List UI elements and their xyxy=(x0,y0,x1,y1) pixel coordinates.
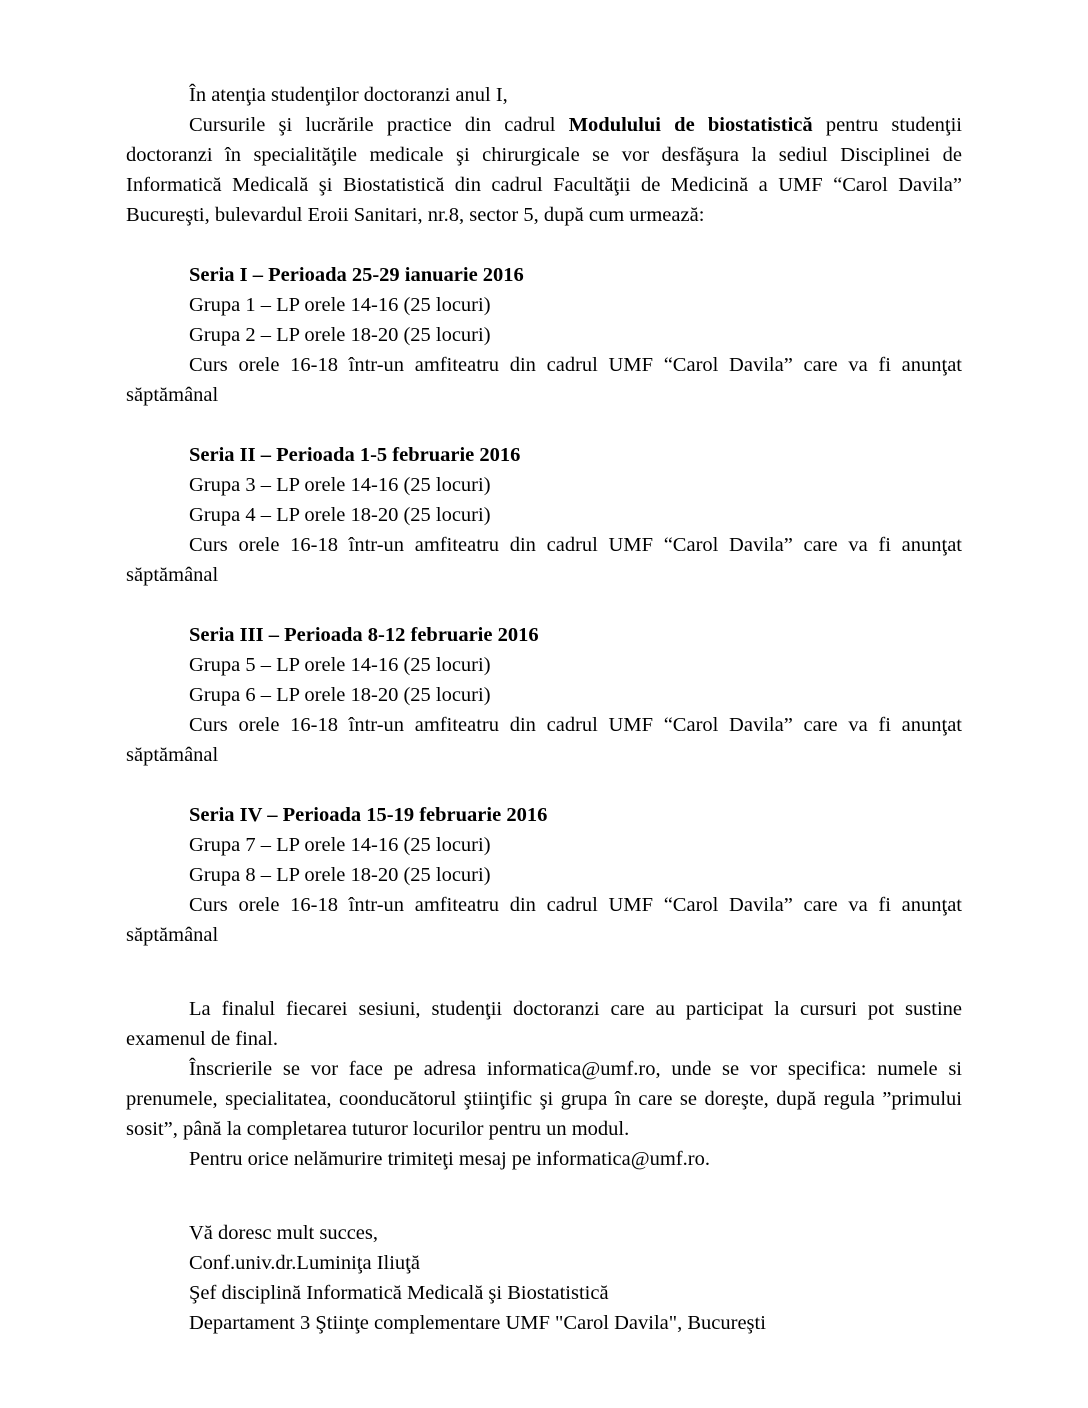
spacer xyxy=(126,1204,962,1218)
signature-line-1: Vă doresc mult succes, xyxy=(189,1222,378,1244)
series-1-group-2: Grupa 2 – LP orele 18-20 (25 locuri) xyxy=(189,324,491,346)
final-exam-paragraph: La finalul fiecarei sesiuni, studenţii doctoranzi care au participat la cursuri pot sustine examenul de final. xyxy=(126,998,962,1050)
spacer xyxy=(126,230,962,260)
document-body xyxy=(126,80,962,1338)
intro-paragraph xyxy=(126,110,962,230)
series-2-group-2: Grupa 4 – LP orele 18-20 (25 locuri) xyxy=(189,504,491,526)
spacer xyxy=(126,950,962,980)
intro-text-part2: pentru studenţii doctoranzi în specialităţile medicale şi chirurgicale se vor desfăşura la sediul Disciplinei de Informatică Medicală şi Biostatistică din cadrul Facultăţii de Medicină a UMF “Carol Davila” Bucureşti, bulevardul Eroii Sanitari, nr.8, sector 5, după cum urmează: xyxy=(126,114,963,226)
spacer xyxy=(126,770,962,800)
intro-text-part1: Cursurile şi lucrările practice din cadrul xyxy=(189,114,569,136)
series-4-course: Curs orele 16-18 într-un amfiteatru din cadrul UMF “Carol Davila” care va fi anunţat săptămânal xyxy=(126,894,962,946)
spacer xyxy=(126,590,962,620)
series-1-course: Curs orele 16-18 într-un amfiteatru din cadrul UMF “Carol Davila” care va fi anunţat săptămânal xyxy=(126,354,962,406)
series-heading-1: Seria I – Perioada 25-29 ianuarie 2016 xyxy=(189,264,524,286)
series-3-group-1: Grupa 5 – LP orele 14-16 (25 locuri) xyxy=(189,654,491,676)
attention-line: În atenţia studenţilor doctoranzi anul I, xyxy=(189,84,508,106)
spacer xyxy=(126,410,962,440)
signature-line-4: Departament 3 Ştiinţe complementare UMF "Carol Davila", Bucureşti xyxy=(189,1312,766,1334)
questions-paragraph: Pentru orice nelămurire trimiteţi mesaj pe informatica@umf.ro. xyxy=(189,1148,710,1170)
spacer xyxy=(126,1174,962,1204)
signature-line-3: Şef disciplină Informatică Medicală şi Biostatistică xyxy=(189,1282,609,1304)
series-4-group-1: Grupa 7 – LP orele 14-16 (25 locuri) xyxy=(189,834,491,856)
series-2-course: Curs orele 16-18 într-un amfiteatru din cadrul UMF “Carol Davila” care va fi anunţat săptămânal xyxy=(126,534,962,586)
series-4-group-2: Grupa 8 – LP orele 18-20 (25 locuri) xyxy=(189,864,491,886)
spacer xyxy=(126,980,962,994)
signature-line-2: Conf.univ.dr.Luminiţa Iliuţă xyxy=(189,1252,420,1274)
series-heading-2: Seria II – Perioada 1-5 februarie 2016 xyxy=(189,444,521,466)
series-2-group-1: Grupa 3 – LP orele 14-16 (25 locuri) xyxy=(189,474,491,496)
series-1-group-1: Grupa 1 – LP orele 14-16 (25 locuri) xyxy=(189,294,491,316)
series-3-course: Curs orele 16-18 într-un amfiteatru din cadrul UMF “Carol Davila” care va fi anunţat săptămânal xyxy=(126,714,962,766)
series-heading-4: Seria IV – Perioada 15-19 februarie 2016 xyxy=(189,804,548,826)
series-3-group-2: Grupa 6 – LP orele 18-20 (25 locuri) xyxy=(189,684,491,706)
registration-paragraph: Înscrierile se vor face pe adresa informatica@umf.ro, unde se vor specifica: numele si prenumele, specialitatea, coonducătorul ştiinţific şi grupa în care se doreşte, după regula ”primului sosit”, până la completarea tuturor locurilor pentru un modul. xyxy=(126,1058,962,1140)
series-heading-3: Seria III – Perioada 8-12 februarie 2016 xyxy=(189,624,539,646)
module-name: Modulului de biostatistică xyxy=(568,114,813,136)
